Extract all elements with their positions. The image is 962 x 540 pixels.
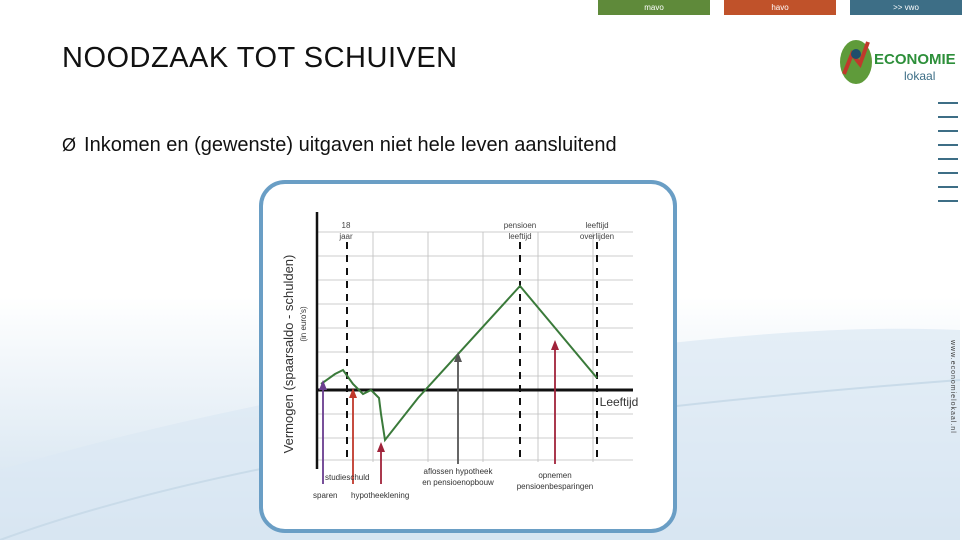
marker-label-18-line2: jaar	[339, 232, 353, 241]
economie-lokaal-logo	[836, 24, 956, 94]
bullet-text: Inkomen en (gewenste) uitgaven niet hele leven aansluitend	[84, 134, 617, 156]
arrowhead-hypotheeklening	[377, 442, 385, 452]
marker-label-pension-line2: leeftijd	[508, 232, 532, 241]
page-title: NOODZAAK TOT SCHUIVEN	[62, 42, 458, 74]
logo-text-economie: ECONOMIE	[874, 51, 956, 68]
bullet-arrow-icon: Ø	[62, 135, 77, 155]
chart-grid	[317, 232, 633, 462]
annotation-aflossen-line1: aflossen hypotheek	[423, 467, 493, 476]
marker-label-18-line1: 18	[341, 221, 351, 230]
marker-label-death-line1: leeftijd	[585, 221, 609, 230]
annotation-hypotheeklening: hypotheeklening	[351, 491, 410, 500]
annotation-aflossen-line2: en pensioenopbouw	[422, 478, 494, 487]
chart-frame	[259, 180, 677, 533]
website-url: www.economielokaal.nl	[949, 340, 956, 434]
y-axis-unit: (in euro's)	[299, 306, 308, 342]
logo-text-lokaal: lokaal	[904, 69, 936, 83]
annotation-opnemen-line2: pensioenbesparingen	[516, 482, 594, 491]
x-axis-label: Leeftijd	[599, 395, 639, 409]
arrowhead-opnemen	[551, 340, 559, 350]
life-cycle-chart	[263, 184, 673, 529]
tab-havo[interactable]: havo	[724, 0, 836, 15]
annotation-opnemen-line1: opnemen	[538, 471, 572, 480]
annotation-sparen: sparen	[313, 491, 338, 500]
tab-mavo[interactable]: mavo	[598, 0, 710, 15]
marker-label-death-line2: overlijden	[579, 232, 615, 241]
side-decoration-lines	[938, 102, 958, 214]
marker-label-pension-line1: pensioen	[503, 221, 537, 230]
bullet-item	[62, 134, 617, 157]
y-axis-label: Vermogen (spaarsaldo - schulden)	[281, 254, 296, 454]
tab-vwo[interactable]: >> vwo	[850, 0, 962, 15]
annotation-studieschuld: studieschuld	[325, 473, 370, 482]
